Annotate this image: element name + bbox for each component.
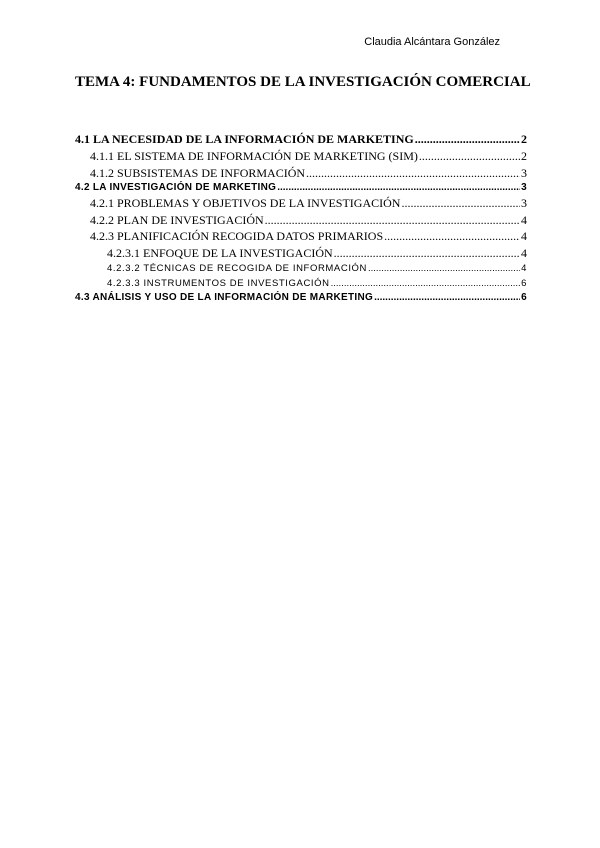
toc-entry-text: 4.2.2 PLAN DE INVESTIGACIÓN — [90, 212, 264, 227]
toc-entry-page: 4 — [521, 262, 527, 274]
toc-entry-page: 2 — [521, 132, 527, 146]
toc-entry-page: 4 — [521, 229, 527, 243]
toc-dot-leader — [277, 181, 520, 195]
toc-dot-leader — [368, 261, 520, 276]
toc-entry-page: 3 — [521, 196, 527, 210]
toc-entry-text: 4.2.3.3 INSTRUMENTOS DE INVESTIGACIÓN — [107, 277, 330, 289]
toc-dot-leader — [306, 165, 520, 182]
toc-dot-leader — [401, 195, 520, 212]
toc-entry-page: 4 — [521, 212, 527, 227]
toc-entry-page: 3 — [521, 165, 527, 180]
toc-dot-leader — [374, 291, 520, 305]
toc-entry-page: 3 — [521, 182, 527, 193]
toc-entry-text: 4.2 LA INVESTIGACIÓN DE MARKETING — [75, 182, 277, 193]
toc-entry-4-2-2[interactable] — [75, 212, 527, 229]
toc-entry-text: 4.2.3.1 ENFOQUE DE LA INVESTIGACIÓN — [107, 245, 333, 260]
toc-entry-4-2[interactable] — [75, 181, 527, 195]
toc-entry-4-2-3-3[interactable] — [75, 276, 527, 291]
toc-entry-page: 6 — [521, 277, 527, 289]
toc-entry-page: 2 — [521, 149, 527, 163]
toc-entry-text: 4.2.1 PROBLEMAS Y OBJETIVOS DE LA INVESTIGACIÓN — [90, 196, 401, 210]
toc-entry-4-1-1[interactable] — [75, 148, 527, 165]
toc-dot-leader — [334, 245, 520, 261]
header-author: Claudia Alcántara González — [364, 36, 500, 48]
toc-entry-text: 4.2.3 PLANIFICACIÓN RECOGIDA DATOS PRIMARIOS — [90, 229, 384, 243]
toc-entry-text: 4.1 LA NECESIDAD DE LA INFORMACIÓN DE MARKETING — [75, 132, 414, 146]
toc-entry-text: 4.1.1 EL SISTEMA DE INFORMACIÓN DE MARKETING (SIM) — [90, 149, 418, 163]
toc-entry-page: 6 — [521, 291, 527, 303]
toc-entry-4-2-3-1[interactable] — [75, 245, 527, 261]
table-of-contents — [75, 130, 527, 305]
toc-entry-4-1-2[interactable] — [75, 165, 527, 182]
toc-entry-4-2-1[interactable] — [75, 195, 527, 212]
toc-entry-4-1[interactable] — [75, 130, 527, 148]
toc-entry-text: 4.1.2 SUBSISTEMAS DE INFORMACIÓN — [90, 165, 306, 180]
toc-dot-leader — [331, 276, 520, 291]
toc-dot-leader — [415, 130, 520, 148]
toc-entry-4-2-3[interactable] — [75, 228, 527, 245]
toc-dot-leader — [384, 228, 520, 245]
toc-entry-4-2-3-2[interactable] — [75, 261, 527, 276]
toc-dot-leader — [419, 148, 520, 165]
toc-dot-leader — [265, 212, 520, 229]
toc-entry-4-3[interactable] — [75, 291, 527, 305]
toc-entry-page: 4 — [521, 245, 527, 260]
toc-entry-text: 4.3 ANÁLISIS Y USO DE LA INFORMACIÓN DE MARKETING — [75, 291, 374, 303]
document-title: TEMA 4: FUNDAMENTOS DE LA INVESTIGACIÓN COMERCIAL — [75, 74, 531, 90]
toc-entry-text: 4.2.3.2 TÉCNICAS DE RECOGIDA DE INFORMACIÓN — [107, 262, 368, 274]
